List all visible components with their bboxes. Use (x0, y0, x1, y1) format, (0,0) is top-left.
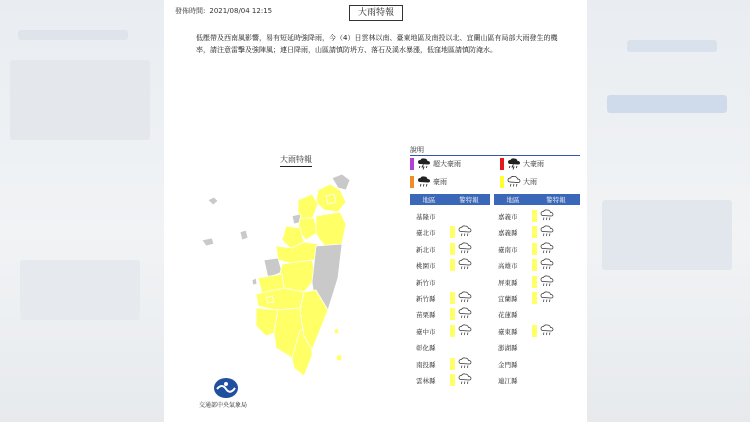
cwb-logo-icon (213, 377, 239, 399)
legend-swatch (410, 158, 414, 170)
legend-item-super-torrential (410, 157, 461, 170)
region-name: 臺南市 (498, 245, 518, 254)
region-name: 屏東縣 (498, 278, 518, 287)
rain-cloud-icon (458, 307, 472, 320)
legend-title: 說明 (410, 146, 424, 154)
legend-swatch (500, 176, 504, 188)
blurred-block (607, 95, 727, 113)
issued-time-line (175, 6, 272, 16)
warning-bar (532, 210, 537, 222)
legend-item-torrential (410, 175, 447, 188)
rain-cloud-icon (458, 242, 472, 255)
rain-cloud-icon (458, 225, 472, 238)
warning-bar (450, 358, 455, 370)
region-name: 新竹縣 (416, 294, 436, 303)
warning-bar (532, 259, 537, 271)
region-name: 宜蘭縣 (498, 294, 518, 303)
legend-label: 超大豪雨 (433, 159, 461, 168)
issued-time: 2021/08/04 12:15 (209, 7, 273, 15)
warning-bar (450, 226, 455, 238)
warning-bar (532, 243, 537, 255)
blurred-block (18, 30, 128, 40)
region-name: 新竹市 (416, 278, 436, 287)
rain-cloud-icon (458, 357, 472, 370)
rain-cloud-icon (540, 324, 554, 337)
warning-bar (532, 226, 537, 238)
region-name: 花蓮縣 (498, 311, 518, 320)
rain-cloud-icon (458, 373, 472, 386)
region-name: 彰化縣 (416, 344, 436, 353)
region-penghu-islet (252, 278, 257, 285)
warning-bar (450, 374, 455, 386)
column-header-region: 地區 (506, 196, 520, 204)
legend-swatch (500, 158, 504, 170)
region-name: 連江縣 (498, 376, 518, 385)
region-name: 嘉義縣 (498, 229, 518, 238)
heavy-rain-cloud-icon (417, 176, 431, 188)
background-left-panel (0, 0, 164, 422)
warning-bar (450, 292, 455, 304)
legend-label: 大雨 (523, 177, 537, 186)
region-name: 苗栗縣 (416, 311, 436, 320)
rain-cloud-icon (540, 275, 554, 288)
rain-cloud-icon (507, 176, 521, 188)
region-kinmen (202, 238, 214, 246)
taiwan-map (200, 160, 380, 390)
warning-bar (532, 292, 537, 304)
legend-divider (410, 155, 580, 156)
warning-bar (450, 308, 455, 320)
rain-cloud-icon (540, 225, 554, 238)
blurred-block (10, 60, 150, 140)
warning-bar (532, 325, 537, 337)
rain-cloud-icon (458, 258, 472, 271)
thunder-rain-icon (507, 158, 521, 170)
region-name: 基隆市 (416, 213, 436, 221)
region-name: 高雄市 (498, 262, 518, 271)
column-header-warning: 警特報 (459, 196, 479, 204)
warning-bar (450, 325, 455, 337)
blurred-block (602, 200, 732, 270)
region-taipei (326, 194, 336, 204)
region-name: 嘉義市 (498, 213, 518, 221)
blurred-block (627, 40, 717, 52)
region-yilan (316, 212, 346, 248)
table-header-left (410, 194, 490, 205)
region-orchid-island (336, 354, 342, 361)
region-name: 金門縣 (498, 360, 518, 369)
rain-cloud-icon (540, 258, 554, 271)
blurred-block (20, 260, 140, 320)
background-right-panel (587, 0, 750, 422)
thunder-rain-icon (417, 158, 431, 170)
warning-bar (450, 259, 455, 271)
region-name: 臺北市 (416, 229, 436, 238)
region-green-island (334, 328, 339, 334)
legend-item-heavy-rain (500, 175, 537, 188)
region-nantou (280, 260, 316, 292)
region-name: 新北市 (416, 245, 436, 254)
rain-cloud-icon (540, 209, 554, 222)
bulletin-text: 低壓帶及西南風影響，易有短延時強降雨，今（4）日雲林以南、臺東地區及南投以北、宜蘭山區有局部大雨發生的機率，請注意雷擊及強陣風；連日降雨，山區請慎防坍方、落石及溪水暴漲，低窪地區請慎防淹水。 (196, 34, 558, 55)
agency-name: 交通部中央氣象局 (199, 402, 248, 409)
region-name: 雲林縣 (416, 376, 436, 385)
legend-label: 大豪雨 (523, 159, 544, 168)
rain-cloud-icon (540, 242, 554, 255)
region-taoyuan (298, 194, 318, 220)
region-name: 桃園市 (416, 262, 436, 271)
warning-bar (450, 243, 455, 255)
rain-cloud-icon (458, 291, 472, 304)
legend-item-extremely-torrential (500, 157, 544, 170)
region-name: 南投縣 (416, 360, 436, 369)
map-title: 大雨特報 (280, 154, 312, 167)
bulletin-title: 大雨特報 (349, 5, 403, 21)
column-header-warning: 警特報 (546, 196, 566, 204)
legend-label: 豪雨 (433, 177, 447, 186)
table-header-right (494, 194, 580, 205)
region-name: 臺東縣 (498, 327, 518, 336)
column-header-region: 地區 (422, 196, 436, 204)
region-name: 澎湖縣 (498, 344, 518, 353)
rain-cloud-icon (540, 291, 554, 304)
rain-cloud-icon (458, 324, 472, 337)
legend-swatch (410, 176, 414, 188)
region-matsu (208, 197, 218, 205)
warning-bar (532, 276, 537, 288)
issued-label: 發佈時間: (175, 7, 206, 15)
region-penghu (240, 230, 248, 240)
region-name: 臺中市 (416, 327, 436, 336)
